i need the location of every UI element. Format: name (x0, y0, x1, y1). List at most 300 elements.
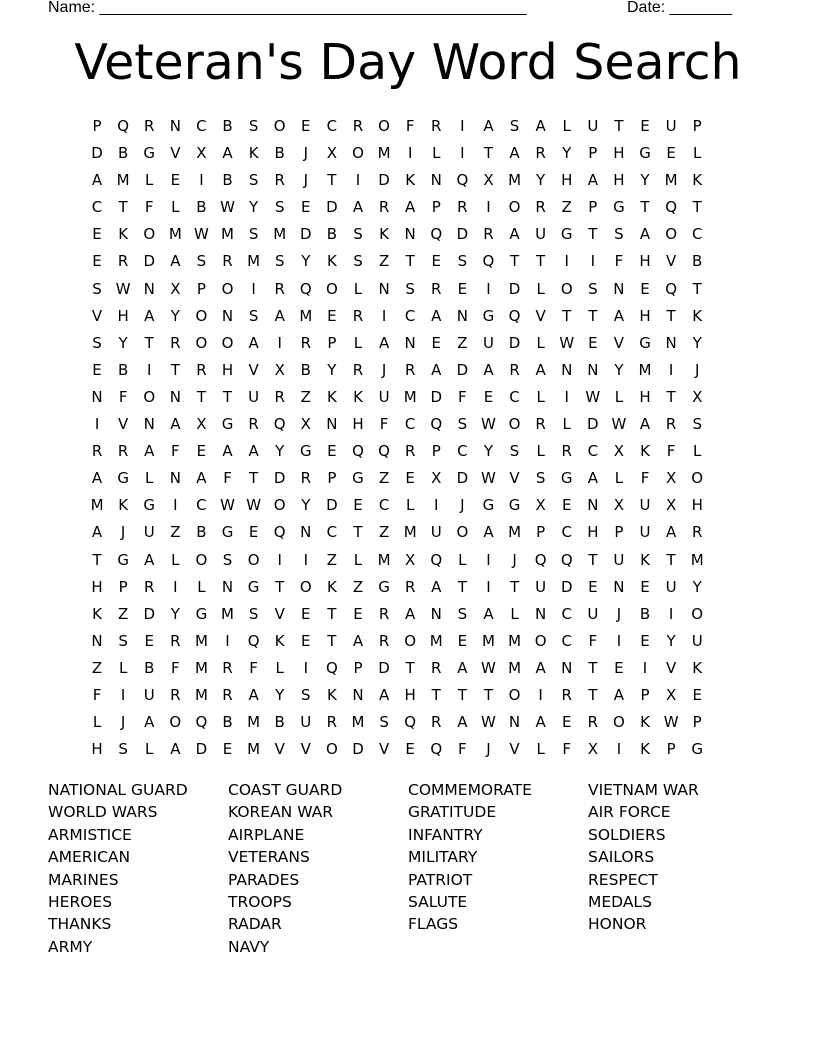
grid-letter[interactable]: M (377, 144, 391, 163)
grid-letter[interactable]: E (561, 496, 572, 515)
grid-letter[interactable]: M (168, 225, 182, 244)
grid-letter[interactable]: O (665, 225, 678, 244)
grid-letter[interactable]: E (431, 252, 441, 271)
grid-letter[interactable]: S (588, 279, 598, 298)
grid-letter[interactable]: A (535, 658, 546, 677)
grid-letter[interactable]: I (460, 144, 465, 163)
grid-letter[interactable]: S (222, 550, 233, 569)
grid-letter[interactable]: P (196, 279, 206, 298)
grid-letter[interactable]: S (457, 604, 468, 623)
grid-letter[interactable]: R (404, 360, 416, 379)
grid-letter[interactable]: O (378, 117, 390, 135)
grid-letter[interactable]: N (561, 360, 573, 379)
grid-letter[interactable]: H (561, 171, 573, 190)
grid-letter[interactable]: A (196, 469, 207, 488)
grid-letter[interactable]: U (587, 604, 599, 623)
grid-letter[interactable]: V (274, 604, 285, 623)
grid-letter[interactable]: K (326, 387, 337, 406)
grid-letter[interactable]: T (562, 306, 572, 325)
grid-letter[interactable]: N (91, 631, 103, 650)
grid-letter[interactable]: J (460, 496, 465, 515)
grid-letter[interactable]: A (613, 685, 625, 704)
grid-letter[interactable]: S (248, 306, 259, 325)
grid-letter[interactable]: K (274, 631, 285, 650)
grid-letter[interactable]: N (613, 577, 625, 596)
grid-letter[interactable]: D (143, 252, 156, 271)
grid-letter[interactable]: M (690, 550, 704, 569)
grid-letter[interactable]: T (353, 523, 363, 542)
grid-letter[interactable]: U (535, 577, 547, 596)
grid-letter[interactable]: S (614, 225, 624, 244)
grid-letter[interactable]: Z (118, 604, 129, 623)
grid-letter[interactable]: A (274, 306, 285, 325)
grid-letter[interactable]: T (614, 117, 624, 135)
grid-letter[interactable]: O (195, 550, 208, 569)
grid-letter[interactable]: O (169, 713, 182, 732)
grid-letter[interactable]: A (535, 117, 546, 135)
grid-letter[interactable]: S (509, 117, 520, 135)
grid-letter[interactable]: A (587, 469, 598, 488)
grid-letter[interactable]: V (170, 144, 181, 163)
grid-letter[interactable]: G (117, 469, 129, 488)
grid-letter[interactable]: H (639, 387, 651, 406)
grid-letter[interactable]: Q (430, 415, 443, 434)
grid-letter[interactable]: A (222, 442, 233, 461)
grid-letter[interactable]: E (614, 658, 624, 677)
grid-letter[interactable]: A (91, 469, 103, 488)
grid-letter[interactable]: N (221, 577, 234, 596)
grid-letter[interactable]: S (196, 252, 207, 271)
grid-letter[interactable]: C (561, 604, 572, 623)
grid-letter[interactable]: S (692, 415, 702, 434)
grid-letter[interactable]: T (483, 144, 494, 163)
grid-letter[interactable]: Y (614, 360, 624, 379)
grid-letter[interactable]: A (248, 442, 259, 461)
grid-letter[interactable]: E (327, 442, 337, 461)
grid-letter[interactable]: A (91, 171, 103, 190)
grid-letter[interactable]: E (457, 631, 468, 650)
grid-letter[interactable]: P (692, 713, 702, 732)
grid-letter[interactable]: Y (249, 198, 259, 217)
grid-letter[interactable]: A (378, 685, 390, 704)
grid-letter[interactable]: G (143, 144, 156, 163)
grid-letter[interactable]: E (92, 225, 102, 244)
grid-letter[interactable]: I (590, 252, 596, 271)
grid-letter[interactable]: O (508, 198, 521, 217)
grid-letter[interactable]: P (692, 117, 702, 135)
grid-letter[interactable]: R (196, 360, 207, 379)
grid-letter[interactable]: M (194, 658, 208, 677)
grid-letter[interactable]: M (508, 631, 522, 650)
grid-letter[interactable]: F (458, 740, 467, 759)
grid-letter[interactable]: L (275, 658, 284, 677)
grid-letter[interactable]: A (431, 306, 442, 325)
grid-letter[interactable]: O (404, 631, 417, 650)
grid-letter[interactable]: T (588, 306, 598, 325)
grid-letter[interactable]: G (508, 496, 521, 515)
grid-letter[interactable]: F (666, 442, 676, 461)
grid-letter[interactable]: R (535, 198, 546, 217)
grid-letter[interactable]: A (613, 306, 625, 325)
grid-letter[interactable]: T (92, 550, 102, 569)
grid-letter[interactable]: U (143, 523, 155, 542)
grid-letter[interactable]: D (143, 604, 156, 623)
grid-letter[interactable]: G (639, 144, 651, 163)
grid-letter[interactable]: I (564, 252, 569, 271)
grid-letter[interactable]: D (326, 198, 338, 217)
grid-letter[interactable]: O (299, 577, 312, 596)
grid-letter[interactable]: R (248, 415, 259, 434)
grid-letter[interactable]: N (221, 306, 234, 325)
grid-letter[interactable]: X (405, 550, 416, 569)
grid-letter[interactable]: R (378, 631, 390, 650)
grid-letter[interactable]: G (482, 306, 495, 325)
grid-letter[interactable]: A (483, 604, 494, 623)
grid-letter[interactable]: T (196, 387, 206, 406)
grid-letter[interactable]: W (481, 658, 496, 677)
grid-letter[interactable]: Q (378, 442, 390, 461)
grid-letter[interactable]: E (588, 577, 598, 596)
grid-letter[interactable]: S (118, 740, 128, 759)
grid-letter[interactable]: O (508, 415, 521, 434)
grid-letter[interactable]: D (456, 360, 469, 379)
grid-letter[interactable]: F (562, 740, 572, 759)
date-field-label[interactable]: Date: _______ (627, 0, 732, 16)
grid-letter[interactable]: R (352, 306, 364, 325)
grid-letter[interactable]: E (248, 523, 259, 542)
grid-letter[interactable]: S (457, 415, 468, 434)
grid-letter[interactable]: S (118, 631, 128, 650)
grid-letter[interactable]: W (481, 469, 496, 488)
grid-letter[interactable]: A (144, 306, 155, 325)
grid-letter[interactable]: V (509, 740, 520, 759)
grid-letter[interactable]: C (404, 306, 416, 325)
grid-letter[interactable]: S (92, 333, 102, 352)
grid-letter[interactable]: Z (170, 523, 181, 542)
grid-letter[interactable]: N (404, 333, 416, 352)
grid-letter[interactable]: S (248, 225, 259, 244)
grid-letter[interactable]: L (92, 713, 102, 732)
grid-letter[interactable]: F (223, 469, 232, 488)
grid-letter[interactable]: A (535, 360, 546, 379)
grid-letter[interactable]: C (561, 631, 572, 650)
grid-letter[interactable]: E (170, 171, 181, 190)
grid-letter[interactable]: M (247, 252, 261, 271)
grid-letter[interactable]: A (405, 604, 416, 623)
grid-letter[interactable]: I (381, 306, 387, 325)
grid-letter[interactable]: X (326, 144, 338, 163)
grid-letter[interactable]: T (457, 685, 467, 704)
grid-letter[interactable]: L (458, 550, 467, 569)
grid-letter[interactable]: R (483, 225, 494, 244)
grid-letter[interactable]: T (536, 252, 546, 271)
grid-letter[interactable]: J (616, 604, 622, 623)
grid-letter[interactable]: N (404, 225, 416, 244)
grid-letter[interactable]: D (508, 333, 521, 352)
grid-letter[interactable]: M (481, 631, 495, 650)
grid-letter[interactable]: L (171, 198, 180, 217)
grid-letter[interactable]: M (508, 171, 522, 190)
grid-letter[interactable]: I (642, 658, 648, 677)
grid-letter[interactable]: R (561, 442, 572, 461)
grid-letter[interactable]: S (248, 604, 259, 623)
grid-letter[interactable]: L (353, 333, 363, 352)
grid-letter[interactable]: R (404, 442, 416, 461)
grid-letter[interactable]: B (196, 198, 207, 217)
grid-letter[interactable]: T (692, 198, 702, 217)
grid-letter[interactable]: T (509, 577, 520, 596)
grid-letter[interactable]: I (277, 550, 282, 569)
grid-letter[interactable]: R (509, 360, 520, 379)
grid-letter[interactable]: T (666, 306, 676, 325)
grid-letter[interactable]: X (274, 360, 285, 379)
grid-letter[interactable]: X (170, 279, 181, 298)
grid-letter[interactable]: C (691, 225, 703, 244)
grid-letter[interactable]: V (248, 360, 259, 379)
grid-letter[interactable]: I (486, 198, 491, 217)
grid-letter[interactable]: V (509, 469, 520, 488)
grid-letter[interactable]: E (666, 144, 676, 163)
grid-letter[interactable]: T (483, 685, 494, 704)
grid-letter[interactable]: E (327, 306, 337, 325)
grid-letter[interactable]: A (352, 198, 364, 217)
grid-letter[interactable]: S (301, 685, 311, 704)
grid-letter[interactable]: H (352, 415, 364, 434)
grid-letter[interactable]: N (143, 415, 155, 434)
grid-letter[interactable]: G (247, 577, 260, 596)
grid-letter[interactable]: N (561, 658, 573, 677)
grid-letter[interactable]: O (691, 469, 704, 488)
grid-letter[interactable]: O (143, 225, 156, 244)
grid-letter[interactable]: Q (430, 550, 443, 569)
grid-letter[interactable]: P (327, 469, 337, 488)
grid-letter[interactable]: Z (91, 658, 103, 677)
grid-letter[interactable]: U (587, 117, 599, 135)
grid-letter[interactable]: B (300, 360, 311, 379)
grid-letter[interactable]: R (431, 117, 442, 135)
grid-letter[interactable]: C (378, 496, 390, 515)
grid-letter[interactable]: H (91, 577, 103, 596)
grid-letter[interactable]: O (195, 333, 208, 352)
grid-letter[interactable]: Q (299, 279, 312, 298)
grid-letter[interactable]: N (587, 360, 599, 379)
grid-letter[interactable]: R (222, 685, 233, 704)
grid-letter[interactable]: H (613, 171, 625, 190)
grid-letter[interactable]: D (378, 658, 390, 677)
grid-letter[interactable]: X (431, 469, 442, 488)
grid-letter[interactable]: O (195, 306, 208, 325)
grid-letter[interactable]: D (195, 740, 208, 759)
grid-letter[interactable]: N (613, 279, 625, 298)
grid-letter[interactable]: V (535, 306, 546, 325)
grid-letter[interactable]: P (431, 442, 441, 461)
grid-letter[interactable]: S (92, 279, 102, 298)
grid-letter[interactable]: I (120, 685, 126, 704)
grid-letter[interactable]: W (194, 225, 209, 244)
grid-letter[interactable]: I (355, 171, 361, 190)
grid-letter[interactable]: D (352, 740, 364, 759)
grid-letter[interactable]: V (274, 740, 285, 759)
grid-letter[interactable]: I (564, 387, 569, 406)
grid-letter[interactable]: R (535, 144, 546, 163)
grid-letter[interactable]: A (457, 658, 468, 677)
grid-letter[interactable]: A (144, 550, 155, 569)
grid-letter[interactable]: K (248, 144, 259, 163)
grid-letter[interactable]: K (640, 713, 650, 732)
grid-letter[interactable]: C (91, 198, 103, 217)
grid-letter[interactable]: A (483, 117, 494, 135)
grid-letter[interactable]: B (222, 171, 233, 190)
grid-letter[interactable]: R (378, 604, 390, 623)
grid-letter[interactable]: S (248, 117, 259, 135)
grid-letter[interactable]: V (118, 415, 129, 434)
grid-letter[interactable]: C (326, 523, 338, 542)
grid-letter[interactable]: K (692, 306, 703, 325)
grid-letter[interactable]: H (91, 740, 103, 759)
grid-letter[interactable]: E (196, 442, 207, 461)
grid-letter[interactable]: A (587, 171, 598, 190)
grid-letter[interactable]: V (613, 333, 625, 352)
grid-letter[interactable]: T (405, 252, 415, 271)
grid-letter[interactable]: A (431, 577, 442, 596)
grid-letter[interactable]: Z (561, 198, 572, 217)
grid-letter[interactable]: W (246, 496, 262, 515)
grid-letter[interactable]: M (403, 387, 417, 406)
grid-letter[interactable]: X (196, 415, 207, 434)
grid-letter[interactable]: R (274, 171, 285, 190)
grid-letter[interactable]: E (640, 631, 650, 650)
grid-letter[interactable]: J (303, 171, 309, 190)
grid-letter[interactable]: J (120, 713, 126, 732)
grid-letter[interactable]: A (509, 225, 520, 244)
grid-letter[interactable]: D (508, 279, 521, 298)
grid-letter[interactable]: F (144, 198, 154, 217)
grid-letter[interactable]: V (300, 740, 311, 759)
grid-letter[interactable]: F (640, 469, 650, 488)
grid-letter[interactable]: N (535, 604, 547, 623)
grid-letter[interactable]: P (588, 144, 598, 163)
grid-letter[interactable]: U (613, 550, 625, 569)
grid-letter[interactable]: Y (327, 360, 337, 379)
grid-letter[interactable]: U (430, 523, 442, 542)
grid-letter[interactable]: Q (665, 198, 678, 217)
grid-letter[interactable]: C (587, 442, 599, 461)
grid-letter[interactable]: N (665, 333, 677, 352)
grid-letter[interactable]: D (91, 144, 103, 163)
grid-letter[interactable]: I (225, 631, 230, 650)
grid-letter[interactable]: I (173, 496, 178, 515)
grid-letter[interactable]: R (431, 658, 442, 677)
grid-letter[interactable]: I (668, 360, 674, 379)
grid-letter[interactable]: N (300, 523, 312, 542)
grid-letter[interactable]: M (194, 685, 208, 704)
grid-letter[interactable]: K (326, 577, 337, 596)
grid-letter[interactable]: O (534, 631, 547, 650)
grid-letter[interactable]: O (325, 740, 338, 759)
grid-letter[interactable]: G (299, 442, 312, 461)
grid-letter[interactable]: G (221, 415, 234, 434)
grid-letter[interactable]: C (404, 415, 416, 434)
grid-letter[interactable]: H (691, 496, 703, 515)
grid-letter[interactable]: E (301, 631, 311, 650)
grid-letter[interactable]: Z (326, 550, 338, 569)
grid-letter[interactable]: R (352, 117, 364, 135)
grid-letter[interactable]: L (145, 469, 154, 488)
grid-letter[interactable]: Q (508, 306, 521, 325)
grid-letter[interactable]: U (482, 333, 494, 352)
grid-letter[interactable]: R (274, 279, 285, 298)
grid-letter[interactable]: I (303, 658, 309, 677)
grid-letter[interactable]: R (665, 415, 677, 434)
grid-letter[interactable]: I (486, 550, 491, 569)
grid-letter[interactable]: Y (562, 144, 572, 163)
grid-letter[interactable]: I (303, 550, 309, 569)
grid-letter[interactable]: X (692, 387, 703, 406)
grid-letter[interactable]: G (195, 604, 208, 623)
grid-letter[interactable]: Z (378, 252, 390, 271)
grid-letter[interactable]: G (378, 577, 390, 596)
grid-letter[interactable]: P (640, 685, 650, 704)
grid-letter[interactable]: Q (195, 713, 208, 732)
grid-letter[interactable]: P (588, 198, 598, 217)
grid-letter[interactable]: K (353, 387, 363, 406)
grid-letter[interactable]: M (247, 740, 261, 759)
grid-letter[interactable]: Y (301, 252, 311, 271)
grid-letter[interactable]: Q (352, 442, 364, 461)
grid-letter[interactable]: T (431, 685, 441, 704)
grid-letter[interactable]: F (92, 685, 102, 704)
grid-letter[interactable]: T (118, 198, 128, 217)
grid-letter[interactable]: T (222, 387, 233, 406)
grid-letter[interactable]: A (665, 523, 677, 542)
grid-letter[interactable]: B (117, 360, 129, 379)
grid-letter[interactable]: I (173, 577, 178, 596)
grid-letter[interactable]: Z (457, 333, 468, 352)
grid-letter[interactable]: Y (301, 496, 311, 515)
grid-letter[interactable]: T (275, 577, 285, 596)
grid-letter[interactable]: H (221, 360, 234, 379)
grid-letter[interactable]: M (194, 631, 208, 650)
grid-letter[interactable]: U (143, 685, 155, 704)
grid-letter[interactable]: G (117, 550, 129, 569)
grid-letter[interactable]: Q (117, 117, 130, 135)
grid-letter[interactable]: T (666, 550, 676, 569)
grid-letter[interactable]: W (611, 415, 627, 434)
grid-letter[interactable]: R (300, 469, 312, 488)
grid-letter[interactable]: L (197, 577, 206, 596)
grid-letter[interactable]: K (640, 442, 650, 461)
grid-letter[interactable]: S (353, 225, 363, 244)
grid-letter[interactable]: L (536, 442, 545, 461)
grid-letter[interactable]: Y (483, 442, 494, 461)
grid-letter[interactable]: B (692, 252, 703, 271)
grid-letter[interactable]: N (508, 713, 521, 732)
grid-letter[interactable]: B (222, 117, 233, 135)
grid-letter[interactable]: R (170, 333, 181, 352)
grid-letter[interactable]: Y (640, 171, 650, 190)
grid-letter[interactable]: L (145, 740, 154, 759)
grid-letter[interactable]: T (249, 469, 259, 488)
grid-letter[interactable]: T (405, 658, 415, 677)
grid-letter[interactable]: U (248, 387, 260, 406)
grid-letter[interactable]: R (352, 360, 364, 379)
grid-letter[interactable]: K (640, 740, 650, 759)
grid-letter[interactable]: I (251, 279, 256, 298)
grid-letter[interactable]: V (665, 252, 677, 271)
grid-letter[interactable]: V (91, 306, 103, 325)
grid-letter[interactable]: L (536, 279, 545, 298)
grid-letter[interactable]: A (639, 415, 651, 434)
